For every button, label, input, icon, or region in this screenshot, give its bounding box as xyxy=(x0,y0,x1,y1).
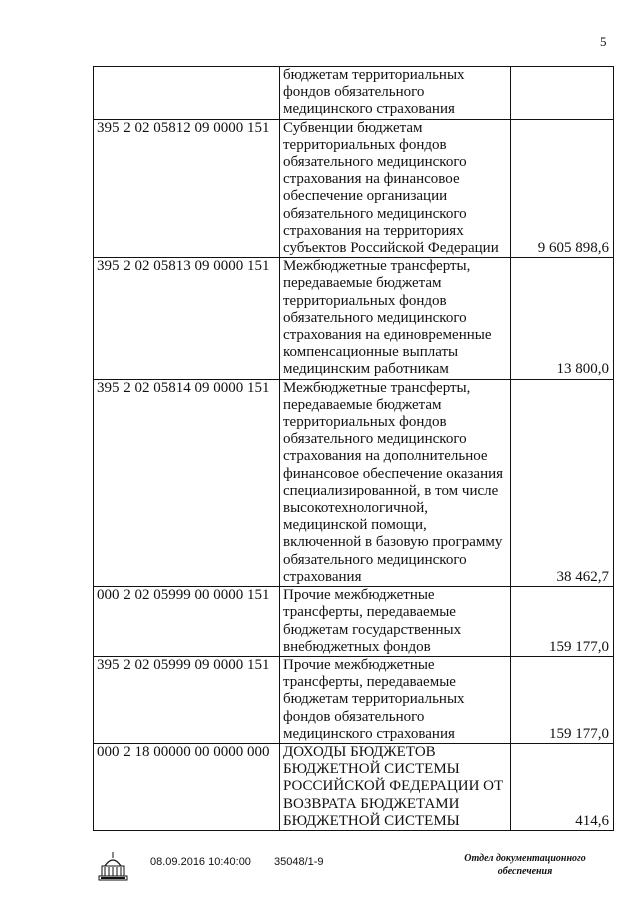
description-line: обязательного медицинского xyxy=(283,551,467,568)
description-cell xyxy=(280,656,511,743)
description-line: Субвенции бюджетам xyxy=(283,119,423,136)
description-line: бюджетам территориальных xyxy=(283,691,465,708)
description-line: передаваемые бюджетам xyxy=(283,396,442,413)
description-cell xyxy=(280,258,511,379)
description-line: субъектов Российской Федерации xyxy=(283,240,499,257)
amount-cell: 159 177,0 xyxy=(511,656,614,743)
description-line: Прочие межбюджетные xyxy=(283,656,435,673)
table-row xyxy=(94,119,614,258)
description-line: страхования на территориях xyxy=(283,222,464,239)
amount-cell: 38 462,7 xyxy=(511,379,614,586)
description-line: территориальных фондов xyxy=(283,136,447,153)
budget-code-cell: 395 2 02 05814 09 0000 151 xyxy=(94,379,280,586)
footer-department xyxy=(440,852,610,878)
table-row xyxy=(94,587,614,657)
table-row xyxy=(94,67,614,120)
description-line: обеспечение организации xyxy=(283,188,448,205)
table-row xyxy=(94,258,614,379)
description-line: высокотехнологичной, xyxy=(283,500,429,517)
description-line: страхования на единовременные xyxy=(283,327,492,344)
description-line: обязательного медицинского xyxy=(283,431,467,448)
description-line: обязательного медицинского xyxy=(283,309,467,326)
amount-cell: 9 605 898,6 xyxy=(511,119,614,258)
description-line: бюджетам государственных xyxy=(283,621,462,638)
description-line: передаваемые бюджетам xyxy=(283,275,442,292)
description-line: страхования на дополнительное xyxy=(283,448,488,465)
footer-department-line: обеспечения xyxy=(497,866,553,877)
description-line: специализированной, в том числе xyxy=(283,482,499,499)
description-line: Прочие межбюджетные xyxy=(283,587,435,604)
description-line: медицинской помощи, xyxy=(283,517,427,534)
amount-cell: 159 177,0 xyxy=(511,587,614,657)
description-line: ВОЗВРАТА БЮДЖЕТАМИ xyxy=(283,795,460,812)
amount-cell: 13 800,0 xyxy=(511,258,614,379)
table-row xyxy=(94,379,614,586)
description-line: трансферты, передаваемые xyxy=(283,604,456,621)
description-line: фондов обязательного xyxy=(283,708,425,725)
duma-building-logo xyxy=(96,850,130,882)
description-cell xyxy=(280,587,511,657)
footer-document-number: 35048/1-9 xyxy=(274,856,324,868)
description-line: БЮДЖЕТНОЙ СИСТЕМЫ xyxy=(283,812,460,829)
description-line: медицинского страхования xyxy=(283,725,455,742)
description-line: бюджетам территориальных xyxy=(283,67,465,83)
description-line: обязательного медицинского xyxy=(283,205,467,222)
budget-code-cell: 395 2 02 05812 09 0000 151 xyxy=(94,119,280,258)
description-line: РОССИЙСКОЙ ФЕДЕРАЦИИ ОТ xyxy=(283,778,504,795)
description-line: фондов обязательного xyxy=(283,84,425,101)
description-line: обязательного медицинского xyxy=(283,154,467,171)
footer-timestamp: 08.09.2016 10:40:00 xyxy=(150,856,251,868)
description-line: компенсационные выплаты xyxy=(283,344,459,361)
description-line: Межбюджетные трансферты, xyxy=(283,258,471,275)
page-number: 5 xyxy=(600,34,607,49)
budget-code-cell xyxy=(94,67,280,120)
budget-code-cell: 395 2 02 05813 09 0000 151 xyxy=(94,258,280,379)
description-cell xyxy=(280,379,511,586)
description-line: медицинского страхования xyxy=(283,101,455,118)
table-row xyxy=(94,656,614,743)
description-line: ДОХОДЫ БЮДЖЕТОВ xyxy=(283,743,436,760)
budget-code-cell: 395 2 02 05999 09 0000 151 xyxy=(94,656,280,743)
table-row xyxy=(94,743,614,830)
budget-code-cell: 000 2 18 00000 00 0000 000 xyxy=(94,743,280,830)
budget-code-cell: 000 2 02 05999 00 0000 151 xyxy=(94,587,280,657)
budget-table xyxy=(93,66,614,831)
description-line: страхования на финансовое xyxy=(283,171,460,188)
description-line: территориальных фондов xyxy=(283,292,447,309)
description-cell xyxy=(280,119,511,258)
description-line: страхования xyxy=(283,568,362,585)
amount-cell: 414,6 xyxy=(511,743,614,830)
description-cell xyxy=(280,743,511,830)
description-line: территориальных фондов xyxy=(283,414,447,431)
description-line: медицинским работникам xyxy=(283,361,449,378)
description-line: финансовое обеспечение оказания xyxy=(283,465,504,482)
description-line: включенной в базовую программу xyxy=(283,534,503,551)
description-line: внебюджетных фондов xyxy=(283,638,431,655)
amount-cell xyxy=(511,67,614,120)
description-line: Межбюджетные трансферты, xyxy=(283,379,471,396)
description-line: БЮДЖЕТНОЙ СИСТЕМЫ xyxy=(283,761,460,778)
description-cell xyxy=(280,67,511,120)
footer-department-line: Отдел документационного xyxy=(464,853,586,864)
description-line: трансферты, передаваемые xyxy=(283,674,456,691)
